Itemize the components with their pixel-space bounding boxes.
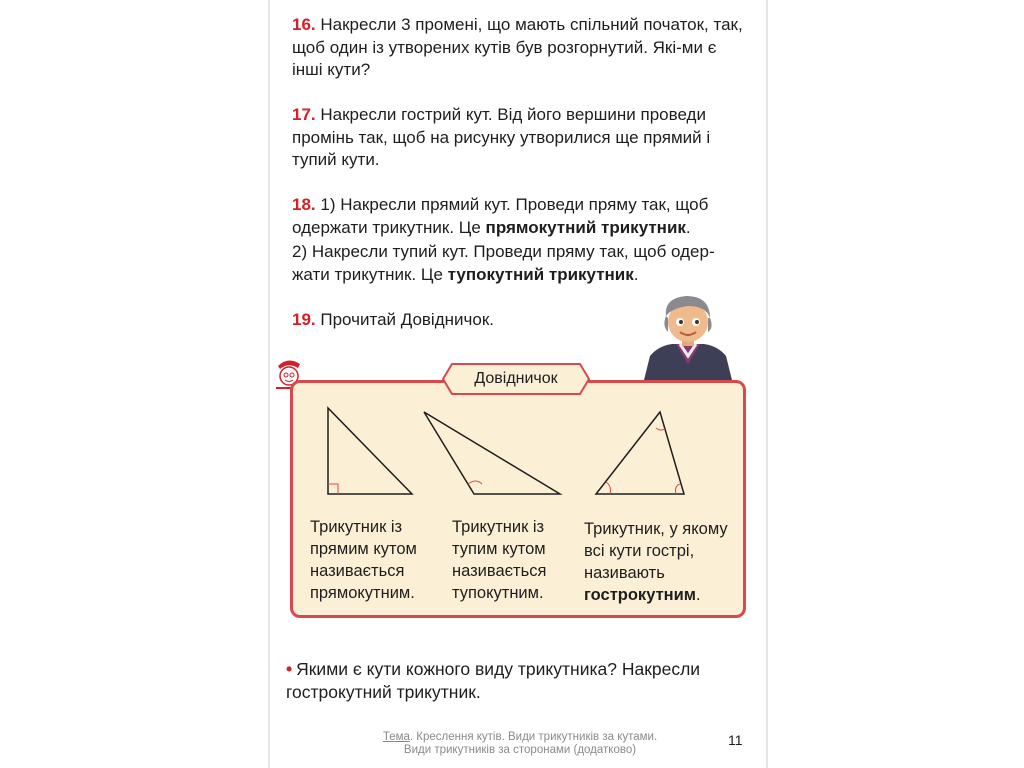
reference-item-acute-text: Трикутник, у якому всі кути гострі, називають [584,520,728,582]
reference-item-right [310,516,440,604]
task-16-number: 16. [292,15,316,34]
reference-item-acute-term: гострокутним [584,586,696,604]
reference-item-obtuse [452,516,572,604]
task-18-part-1 [292,194,750,239]
boy-illustration [636,294,740,380]
task-18-part-2 [292,241,750,286]
task-19-text: Прочитай Довідничок. [315,310,494,329]
page-number: 11 [728,732,743,748]
task-18-number: 18. [292,195,316,214]
reference-title: Довідничок [474,370,558,387]
task-16 [292,14,750,82]
task-17-number: 17. [292,105,316,124]
footer-line-1: . Креслення кутів. Види трикутників за кутами. [409,731,658,743]
task-18-part2-text: 2) Накресли тупий кут. Проведи пряму так, щоб одер-жати трикутник. Це [292,242,715,284]
page-edge-left [268,0,270,768]
page-edge-right [766,0,768,768]
right-triangle-figure [320,404,420,500]
task-19-number: 19. [292,310,316,329]
obtuse-triangle-figure [418,408,564,498]
question [286,658,756,703]
question-bullet: • [286,659,293,679]
reference-item-acute [584,518,734,606]
reference-item-acute-end: . [695,586,701,604]
footer-line-2: Види трикутників за сторонами (додатково) [403,744,637,756]
footer-topic-label: Тема [382,731,410,743]
page-footer [340,731,700,757]
task-18-part1-end: . [685,217,691,237]
question-text: Якими є кути кожного виду трикутника? Накресли гострокутний трикутник. [286,659,701,702]
task-18-part2-end: . [633,264,639,284]
task-18-part2-term: тупокутний трикутник [447,264,634,284]
reference-item-obtuse-text: Трикутник із тупим кутом називається тупокутним. [452,518,547,602]
acute-triangle-figure [590,408,696,498]
task-16-text: Накресли 3 промені, що мають спільний початок, так, щоб один із утворених кутів був розгорнутий. Які-ми є інші кути? [292,15,743,79]
task-18-part1-text: 1) Накресли прямий кут. Проведи пряму так, щоб одержати трикутник. Це [292,195,709,237]
task-17 [292,104,750,172]
task-18-part1-term: прямокутний трикутник [485,217,686,237]
reference-item-right-text: Трикутник із прямим кутом називається прямокутним. [310,518,417,602]
task-17-text: Накресли гострий кут. Від його вершини проведи промінь так, щоб на рисунку утворилися ще прямий і тупий кути. [292,105,711,169]
